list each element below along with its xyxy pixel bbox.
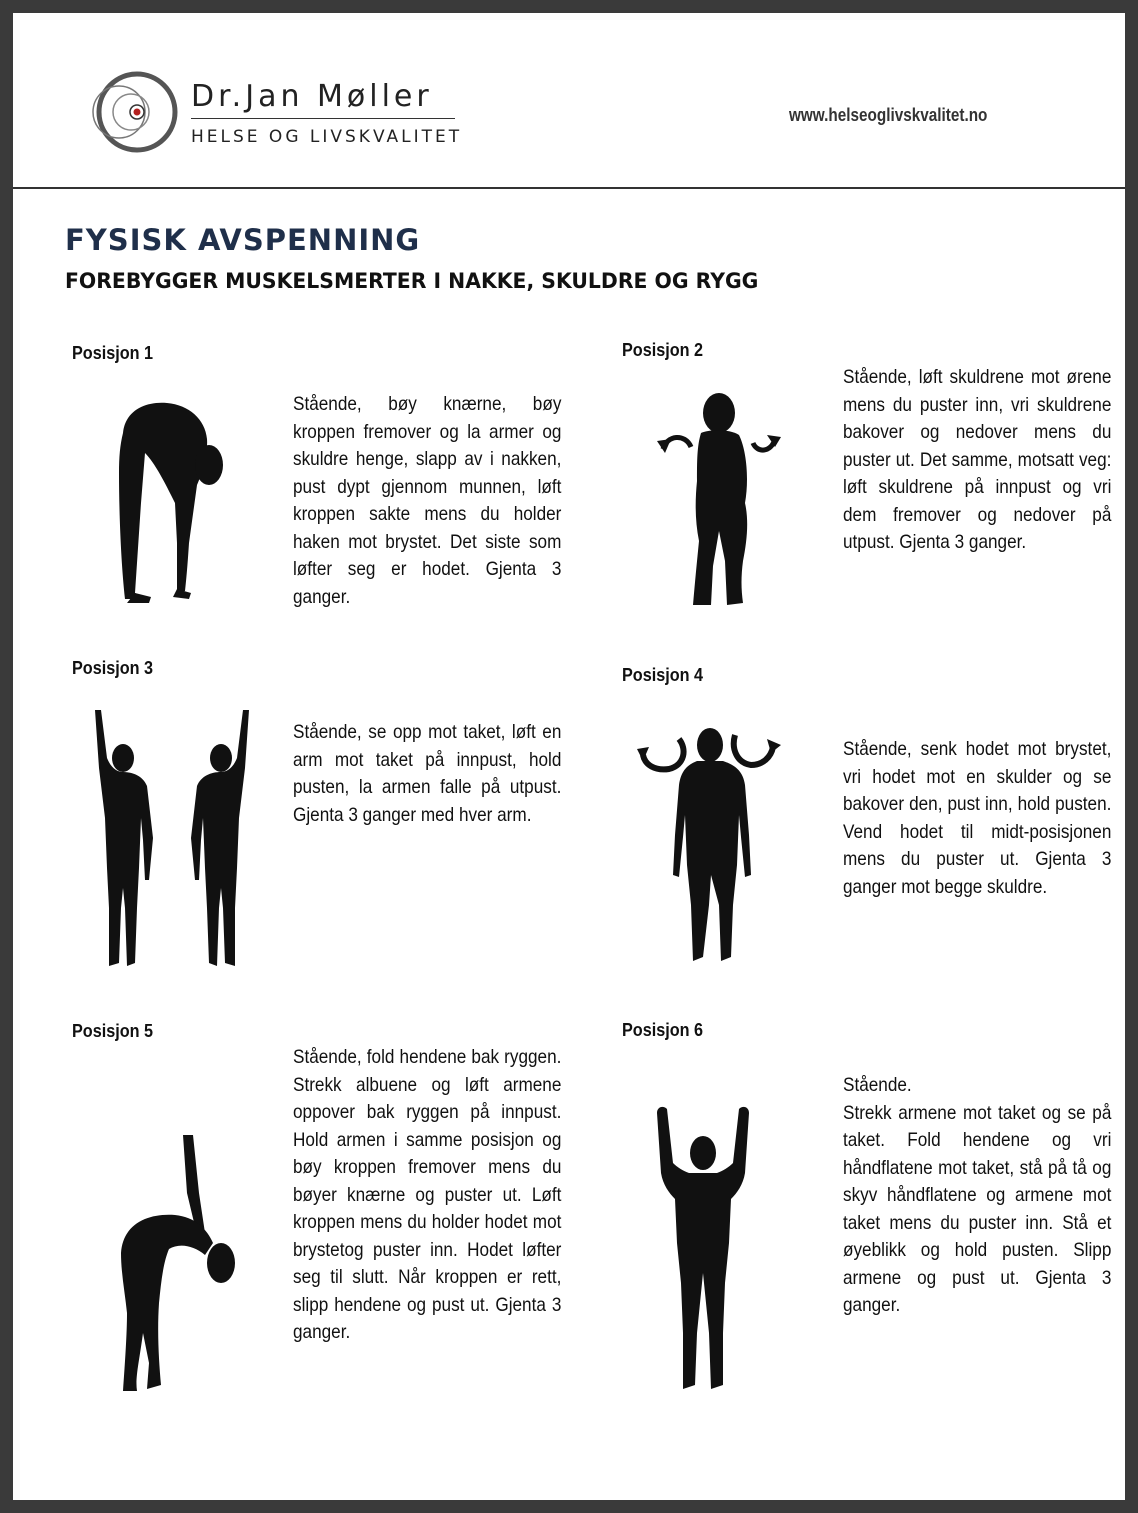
position-4-label: Posisjon 4 [622, 665, 704, 685]
position-6-label: Posisjon 6 [622, 1020, 704, 1040]
position-6-text: Stående. Strekk armene mot taket og se på taket. Fold hendene og vri håndflatene mot taket, stå på tå og skyv håndflatene og armene mot taket mens du puster inn. Stå et øyeblikk og hold pusten. Slipp armene og pust ut. Gjenta 3 ganger. [843, 1074, 1112, 1316]
brand-divider [191, 118, 455, 119]
concentric-circles-logo-icon [77, 69, 187, 155]
position-4-text: Stående, senk hodet mot brystet, vri hodet mot en skulder og se bakover den, pust inn, hold pusten. Vend hodet til midt-posisjonen mens du puster ut. Gjenta 3 ganger mot begge skuldre. [843, 738, 1112, 898]
position-1-text: Stående, bøy knærne, bøy kroppen fremover og la armer og skuldre henge, slapp av i nakken, pust dypt gjennom munnen, løft kroppen sakte mens du holder haken mot brystet. Det siste som løfter seg er hodet. Gjenta 3 ganger. [293, 393, 562, 608]
arms-behind-bend-silhouette-icon [113, 1133, 243, 1393]
position-2-text: Stående, løft skuldrene mot ørene mens du puster inn, vri skuldrene bakover og nedover mens du puster ut. Det samme, motsatt veg: løft skuldrene på innpust og vri dem fremover og nedover på utpust. Gjenta 3 ganger. [843, 366, 1112, 553]
position-1-label: Posisjon 1 [72, 343, 154, 363]
brand-name: Dr.Jan Møller [191, 79, 433, 114]
page-subtitle: FOREBYGGER MUSKELSMERTER I NAKKE, SKULDRE OG RYGG [65, 269, 759, 293]
position-3-text: Stående, se opp mot taket, løft en arm mot taket på innpust, hold pusten, la armen falle på utpust. Gjenta 3 ganger med hver arm. [293, 721, 562, 826]
shoulder-roll-silhouette-icon [653, 391, 783, 611]
position-3-label: Posisjon 3 [72, 658, 154, 678]
position-5-label: Posisjon 5 [72, 1021, 154, 1041]
position-5-text: Stående, fold hendene bak ryggen. Strekk albuene og løft armene oppover bak ryggen på innpust. Hold armen i samme posisjon og bøy kroppen fremover mens du bøyer knærne og puster ut. Løft kroppen mens du holder hodet mot brystetog puster inn. Hodet løfter seg til slutt. Når kroppen er rett, slipp hendene og pust ut. Gjenta 3 ganger. [293, 1046, 562, 1343]
brand-tagline: HELSE OG LIVSKVALITET [191, 127, 463, 147]
position-2-label: Posisjon 2 [622, 340, 704, 360]
head-turn-silhouette-icon [635, 725, 785, 965]
page-title: FYSISK AVSPENNING [65, 223, 421, 257]
document-page [13, 13, 1125, 1500]
arm-raise-silhouettes-icon [87, 708, 257, 970]
forward-bend-silhouette-icon [105, 393, 235, 608]
arms-up-silhouette-icon [653, 1103, 753, 1393]
website-link[interactable]: www.helseoglivskvalitet.no [789, 105, 988, 125]
header-divider [13, 187, 1125, 189]
